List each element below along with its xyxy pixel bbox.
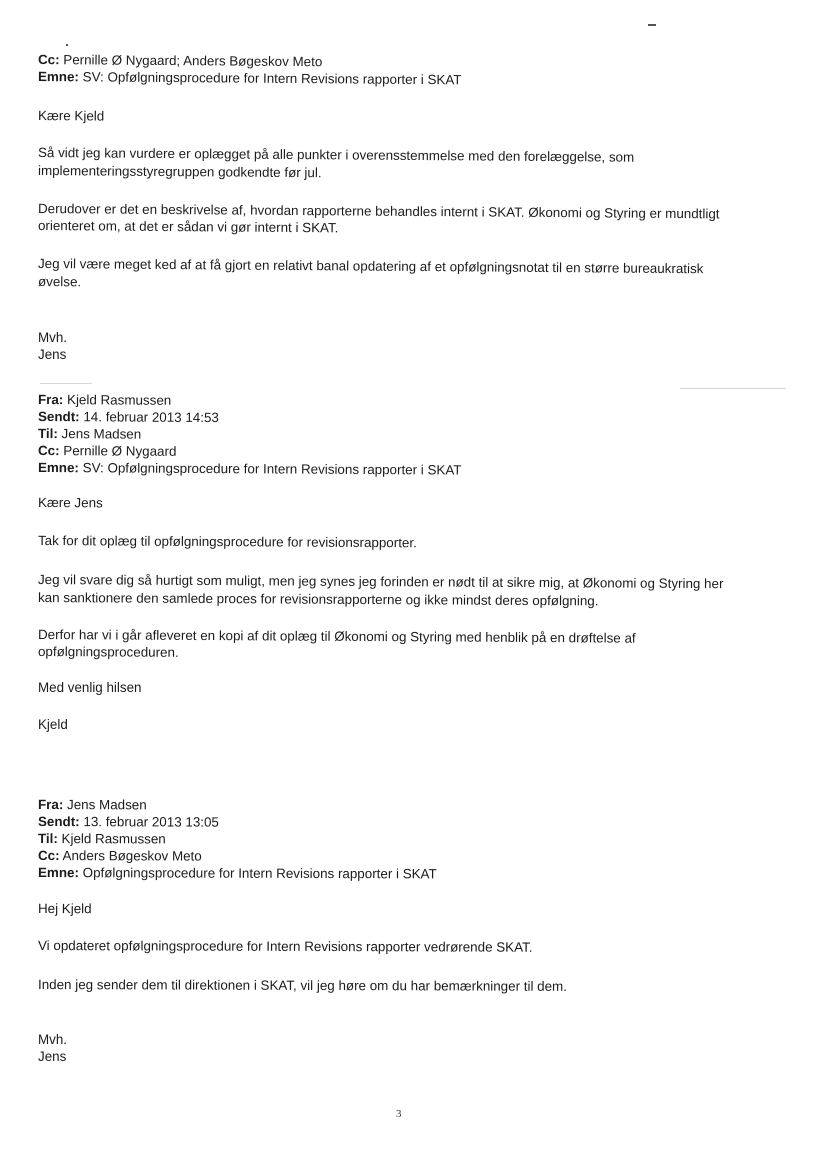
from-label: Fra: [37,392,64,408]
cc-value: Pernille Ø Nygaard [63,443,177,459]
email-2-sent-line [38,408,219,426]
email-1-paragraph-1-line-2: implementeringsstyregruppen godkendte før jul. [37,163,322,181]
from-value: Jens Madsen [67,797,147,813]
email-1-signature: Jens [38,347,67,362]
email-1-paragraph-1-line-1: Så vidt jeg kan vurdere er oplægget på alle punkter i overensstemmelse med den forelæggelse, som [37,145,635,165]
email-2-paragraph-3-line-1: Derfor har vi i går afleveret en kopi af dit oplæg til Økonomi og Styring med henblik på en drøftelse af [37,627,636,646]
separator-rule [40,383,92,384]
email-3-cc-line [38,847,202,865]
email-3-from-line [38,796,147,813]
subject-value: SV: Opfølgningsprocedure for Intern Revisions rapporter i SKAT [82,460,462,478]
sent-value: 14. februar 2013 14:53 [83,409,219,426]
email-3-paragraph-2: Inden jeg sender dem til direktionen i SKAT, vil jeg høre om du har bemærkninger til dem. [37,977,567,994]
to-label: Til: [37,831,58,847]
cc-label: Cc: [37,848,60,864]
from-label: Fra: [37,797,64,813]
to-label: Til: [37,426,58,442]
email-1-closing: Mvh. [38,330,68,345]
to-value: Kjeld Rasmussen [61,831,166,847]
email-1-paragraph-2-line-2: orienteret om, at det er sådan vi gør internt i SKAT. [37,218,339,236]
email-2-subject-line [38,459,462,479]
email-1-paragraph-3-line-2: øvelse. [37,274,82,290]
email-3-closing: Mvh. [38,1032,68,1047]
cc-value: Pernille Ø Nygaard; Anders Bøgeskov Meto [63,52,323,70]
email-1-paragraph-2-line-1: Derudover er det en beskrivelse af, hvordan rapporterne behandles internt i SKAT. Økonomi og Styring er mundtligt [37,201,720,222]
cc-label: Cc: [37,443,60,459]
scan-speck [648,24,656,26]
separator-rule [680,388,786,389]
email-2-cc-line [38,442,177,460]
sent-label: Sendt: [37,814,80,830]
email-2-from-line [38,391,171,409]
email-3-greeting: Hej Kjeld [37,901,92,917]
email-3-subject-line [38,864,437,882]
email-1-greeting: Kære Kjeld [37,108,105,124]
email-2-closing: Med venlig hilsen [38,680,142,695]
email-2-to-line [38,425,141,443]
email-2-paragraph-2-line-2: kan sanktionere den samlede proces for revisionsrapporterne og ikke mindst deres opfølgning. [37,590,599,609]
email-2-paragraph-2-line-1: Jeg vil svare dig så hurtigt som muligt, men jeg synes jeg forinden er nødt til at sikre mig, at Økonomi og Styring her [37,572,724,592]
email-3-signature: Jens [38,1049,67,1064]
email-1-subject-line [38,68,462,88]
cc-value: Anders Bøgeskov Meto [62,848,202,864]
page-number: 3 [396,1108,402,1120]
email-2-signature: Kjeld [38,717,68,732]
email-3-sent-line [38,813,219,831]
to-value: Jens Madsen [61,426,142,442]
subject-value: SV: Opfølgningsprocedure for Intern Revisions rapporter i SKAT [82,69,462,88]
scan-speck [66,44,68,46]
from-value: Kjeld Rasmussen [67,392,172,408]
cc-label: Cc: [37,52,60,68]
sent-value: 13. februar 2013 13:05 [83,814,219,830]
subject-value: Opfølgningsprocedure for Intern Revisions rapporter i SKAT [82,865,437,882]
subject-label: Emne: [37,460,79,476]
email-2-paragraph-3-line-2: opfølgningsproceduren. [37,644,179,660]
email-1-paragraph-3-line-1: Jeg vil være meget ked af at få gjort en relativt banal opdatering af et opfølgningsnotat til en større bureaukratisk [37,256,704,277]
subject-label: Emne: [37,865,79,881]
subject-label: Emne: [37,69,79,85]
email-3-to-line [38,830,166,847]
email-2-greeting: Kære Jens [37,495,103,511]
email-2-paragraph-1: Tak for dit oplæg til opfølgningsprocedure for revisionsrapporter. [37,533,417,551]
sent-label: Sendt: [37,409,80,425]
email-3-paragraph-1: Vi opdateret opfølgningsprocedure for Intern Revisions rapporter vedrørende SKAT. [37,938,533,955]
